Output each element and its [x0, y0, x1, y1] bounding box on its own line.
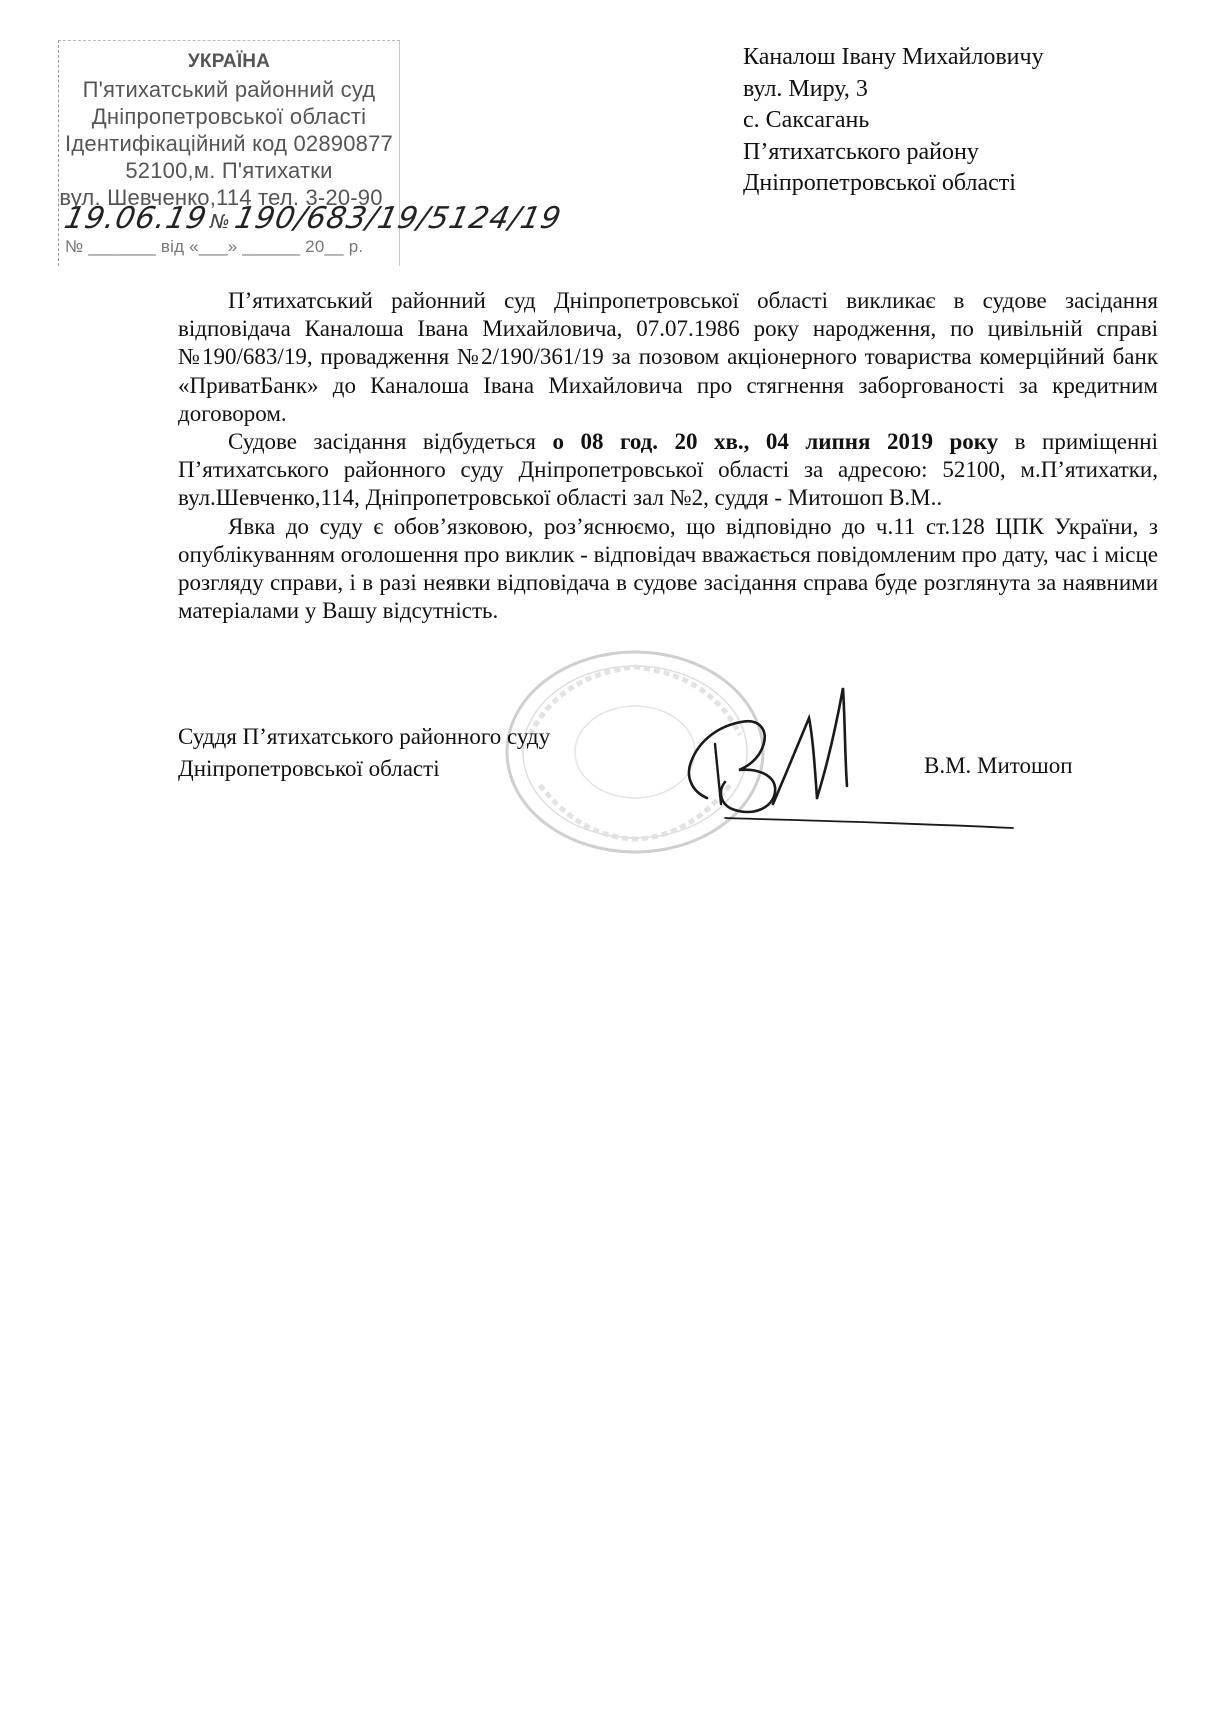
- body-paragraph-hearing: [178, 428, 1158, 513]
- stamp-number-label: №: [207, 211, 233, 233]
- letter-body: [178, 287, 1158, 625]
- addressee-region: Дніпропетровської області: [743, 170, 1016, 196]
- hearing-datetime: о 08 год. 20 хв., 04 липня 2019 року: [552, 429, 999, 455]
- signature-title-line1: Суддя П’ятихатського районного суду: [178, 724, 551, 749]
- registration-stamp: [58, 40, 565, 266]
- addressee-block: [743, 42, 1044, 200]
- stamp-handwritten-date: 19.06.19: [61, 201, 211, 236]
- hearing-text-after: в приміщенні П’ятихатського районного суду Дніпропетровської області за адресою: 52100, м.П’ятихатки, вул.Шевченко,114, Дніпропетровської області зал №2, суддя - Митошоп В.М..: [178, 429, 1158, 511]
- signatory-name: В.М. Митошоп: [924, 753, 1073, 778]
- stamp-id-code: Ідентифікаційний код 02890877: [65, 131, 393, 156]
- signature-title: [178, 721, 550, 785]
- stamp-handwritten-entry: [61, 201, 564, 236]
- addressee-district: П’ятихатського району: [743, 138, 979, 165]
- addressee-name: Каналош Івану Михайловичу: [743, 44, 1044, 70]
- addressee-street: вул. Миру, 3: [743, 75, 868, 102]
- body-paragraph-summons: П’ятихатський районний суд Дніпропетровської області викликає в судове засідання відповідача Каналоша Івана Михайловича, 07.07.1986 року народження, по цивільній справі №190/683/19, провадження №2/190/361/19 за позовом акціонерного товариства комерційний банк «ПриватБанк» до Каналоша Івана Михайловича про стягнення заборгованості за кредитним договором.: [178, 288, 1158, 426]
- stamp-region: Дніпропетровської області: [91, 104, 367, 129]
- signature-title-line2: Дніпропетровської області: [178, 756, 440, 781]
- body-paragraph-notice: Явка до суду є обов’язковою, роз’яснюємо, що відповідно до ч.11 ст.128 ЦПК України, з опублікуванням оголошення про виклик - відповідач вважається повідомленим про дату, час і місце розгляду справи, і в разі неявки відповідача в судове засідання справа буде розглянута за наявними матеріалами у Вашу відсутність.: [178, 513, 1158, 624]
- stamp-country: УКРАЇНА: [187, 51, 271, 72]
- stamp-handwritten-number: 190/683/19/5124/19: [231, 201, 565, 236]
- stamp-street: вул. Шевченко,114 тел. 3-20-90: [59, 185, 383, 210]
- hearing-text-before: Судове засідання відбудеться: [228, 429, 553, 455]
- stamp-court-name: П'ятихатський районний суд: [82, 77, 376, 102]
- stamp-city: 52100,м. П'ятихатки: [125, 158, 333, 183]
- stamp-blank-line: № _______ від «___» ______ 20__ р.: [65, 237, 364, 256]
- addressee-village: с. Саксагань: [743, 107, 870, 133]
